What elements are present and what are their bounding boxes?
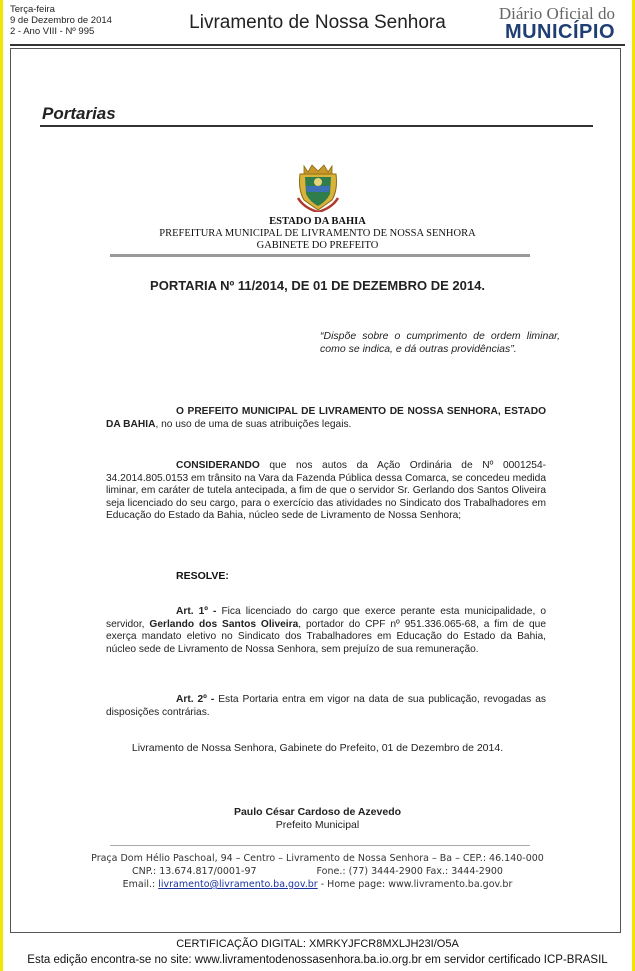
state-name: ESTADO DA BAHIA: [269, 216, 366, 227]
article-1: [106, 606, 546, 656]
art2-label: Art. 2º -: [176, 694, 215, 705]
diario-logo: [499, 6, 615, 42]
municipality-title: Livramento de Nossa Senhora: [189, 12, 446, 33]
considerando-paragraph: [106, 460, 546, 523]
ementa-text: “Dispõe sobre o cumprimento de ordem liminar, como se indica, e dá outras providências”.: [320, 330, 560, 355]
homepage-text: - Home page: www.livramento.ba.gov.br: [317, 879, 513, 890]
section-rule: [40, 125, 593, 127]
considerando-rest: que nos autos da Ação Ordinária de Nº 0001254-34.2014.805.0153 em trânsito na Vara da Fazenda Pública dessa Comarca, se concedeu medida liminar, em caráter de tutela antecipada, a fim de que o servidor Sr. Gerlando dos Santos Oliveira seja licenciado do seu cargo, para o exercício das atividades no Sindicato dos Trabalhadores em Educação do Estado da Bahia, núcleo sede de Livramento de Nossa Senhora;: [106, 460, 546, 521]
place-date: Livramento de Nossa Senhora, Gabinete do Prefeito, 01 de Dezembro de 2014.: [131, 742, 504, 754]
footer-cnpj: CNP.: 13.674.817/0001-97: [132, 866, 257, 877]
gabinete-name: GABINETE DO PREFEITO: [256, 240, 379, 251]
art1-text-b: , portador do CPF nº 951.336.065-68, a fim de que exerça mandato eletivo no Sindicato dos Trabalhadores em Educação do Estado da Bahia, núcleo sede de Livramento de Nossa Senhora, sem prejuízo de sua remuneração.: [106, 618, 547, 655]
certification-code: CERTIFICAÇÃO DIGITAL: XMRKYJFCR8MXLJH23I/O5A: [176, 938, 459, 950]
footer-phone: Fone.: (77) 3444-2900 Fax.: 3444-2900: [316, 866, 503, 877]
intro-rest: , no uso de uma de suas atribuições legais.: [155, 418, 352, 430]
art1-text-a: Fica licenciado do cargo que exerce perante esta municipalidade, o servidor,: [106, 606, 546, 630]
logo-top-text: Diário Oficial do: [498, 4, 615, 23]
certification-notice: Esta edição encontra-se no site: www.livramentodenossasenhora.ba.io.org.br em servidor certificado ICP-BRASIL: [27, 954, 608, 966]
header-rule: [10, 44, 625, 46]
signer-role: Prefeito Municipal: [275, 819, 360, 831]
section-title: Portarias: [42, 104, 116, 123]
page-header: [0, 0, 635, 46]
email-label: Email.:: [122, 879, 159, 890]
coat-of-arms-icon: [296, 160, 340, 212]
art1-name: Gerlando dos Santos Oliveira: [149, 618, 299, 630]
footer-rule: [110, 845, 530, 846]
footer-web: [0, 879, 635, 890]
intro-paragraph: [106, 406, 546, 431]
resolve-heading: RESOLVE:: [176, 570, 229, 582]
prefeitura-name: PREFEITURA MUNICIPAL DE LIVRAMENTO DE NOSSA SENHORA: [159, 228, 476, 239]
intro-bold: O PREFEITO MUNICIPAL DE LIVRAMENTO DE NOSSA SENHORA, ESTADO DA BAHIA: [106, 406, 546, 430]
letterhead-separator: [110, 254, 530, 257]
logo-bottom-text: MUNICÍPIO: [504, 21, 615, 43]
art2-text: Esta Portaria entra em vigor na data de sua publicação, revogadas as disposições contrárias.: [106, 694, 546, 718]
document-title: PORTARIA Nº 11/2014, DE 01 DE DEZEMBRO DE 2014.: [150, 278, 485, 293]
footer-contacts: [0, 866, 635, 877]
issue-date: 9 de Dezembro de 2014: [10, 15, 112, 26]
weekday: Terça-feira: [10, 4, 55, 15]
signer-name: Paulo César Cardoso de Azevedo: [233, 806, 402, 818]
considerando-bold: CONSIDERANDO: [176, 460, 260, 471]
footer-address: Praça Dom Hélio Paschoal, 94 – Centro – Livramento de Nossa Senhora – Ba – CEP.: 46.140-000: [91, 853, 544, 864]
article-2: [106, 694, 546, 719]
art1-label: Art. 1º -: [176, 606, 217, 617]
email-link[interactable]: livramento@livramento.ba.gov.br: [158, 879, 318, 890]
edition-number: 2 - Ano VIII - Nº 995: [10, 26, 95, 37]
